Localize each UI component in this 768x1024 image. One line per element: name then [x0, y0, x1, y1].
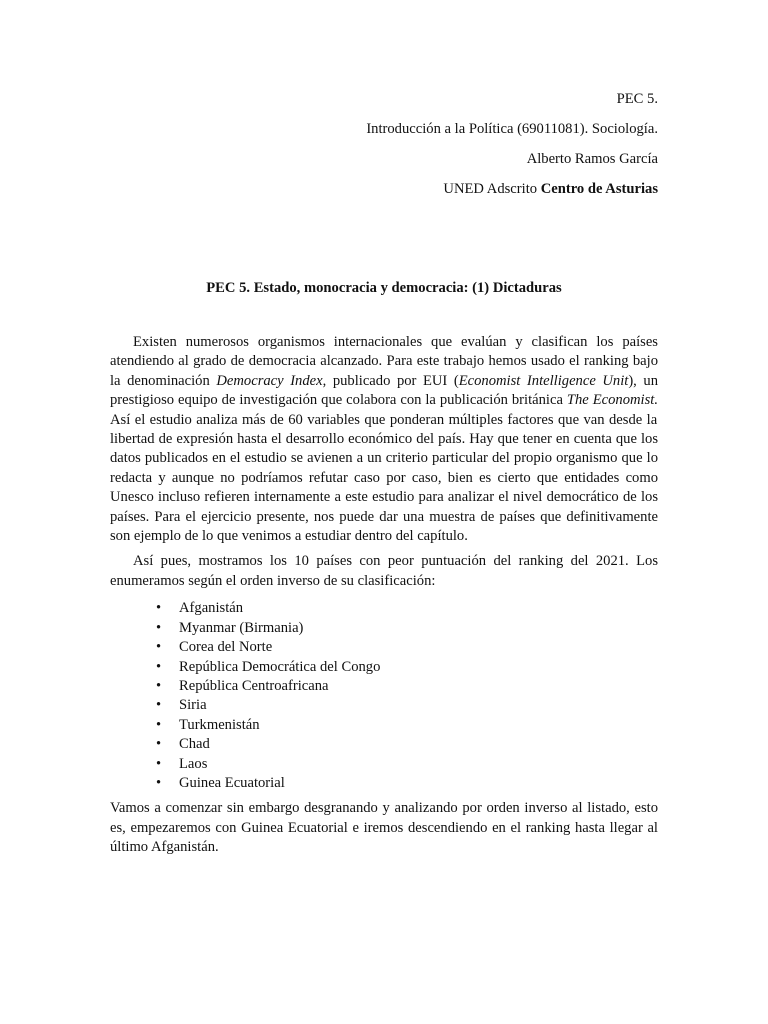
country-name: Corea del Norte [179, 639, 273, 656]
list-item [156, 599, 658, 618]
header-institution [366, 174, 658, 204]
bullet-icon: • [156, 736, 162, 753]
country-name: República Centroafricana [179, 677, 329, 694]
country-name: Afganistán [179, 600, 244, 617]
country-list [110, 599, 658, 793]
bullet-icon: • [156, 600, 162, 617]
header-assignment: PEC 5. [616, 91, 658, 107]
intro-text-1: Existen numerosos organismos internacionales que evalúan y clasifican los países atendiendo al grado de democracia alcanzado. Para este trabajo hemos usado el ranking bajo la denominación [110, 334, 658, 389]
bullet-icon: • [156, 658, 162, 675]
country-name: Myanmar (Birmania) [179, 619, 304, 636]
list-item [156, 619, 658, 638]
bullet-icon: • [156, 697, 162, 714]
list-item [156, 735, 658, 754]
paragraph-intro [110, 333, 658, 546]
header-course: Introducción a la Política (69011081). Sociología. [366, 121, 658, 137]
country-name: República Democrática del Congo [179, 658, 381, 675]
list-item [156, 696, 658, 715]
intro-text-3: ), un prestigioso equipo de investigación que colabora con la publicación británica [110, 372, 658, 409]
document-header [366, 84, 658, 204]
header-institution-center: Centro de Asturias [540, 181, 658, 197]
header-author: Alberto Ramos García [526, 151, 658, 167]
list-item [156, 716, 658, 735]
bullet-icon: • [156, 639, 162, 656]
paragraph-closing: Vamos a comenzar sin embargo desgranando y analizando por orden inverso al listado, esto es, empezaremos con Guinea Ecuatorial e iremos descendiendo en el ranking hasta llegar al último Afganistán. [110, 800, 658, 856]
country-name: Turkmenistán [179, 716, 260, 733]
document-title: PEC 5. Estado, monocracia y democracia: (1) Dictaduras [206, 280, 562, 296]
bullet-icon: • [156, 755, 162, 772]
bullet-icon: • [156, 677, 162, 694]
list-item [156, 755, 658, 774]
intro-italic-democracy-index: Democracy Index [216, 372, 323, 389]
country-name: Chad [179, 736, 210, 753]
country-name: Laos [179, 755, 208, 772]
bullet-icon: • [156, 774, 162, 791]
paragraph-list-intro: Así pues, mostramos los 10 países con peor puntuación del ranking del 2021. Los enumeramos según el orden inverso de su clasificación: [110, 553, 658, 589]
country-name: Guinea Ecuatorial [179, 774, 285, 791]
country-name: Siria [179, 697, 207, 714]
bullet-icon: • [156, 716, 162, 733]
list-item [156, 658, 658, 677]
intro-italic-eiu: Economist Intelligence Unit [458, 372, 629, 389]
intro-text-2: , publicado por EUI ( [322, 372, 459, 389]
document-body [110, 333, 658, 858]
bullet-icon: • [156, 619, 162, 636]
list-item [156, 774, 658, 793]
intro-text-4: Así el estudio analiza más de 60 variables que ponderan múltiples factores que van desde la libertad de expresión hasta el desarrollo económico del país. Hay que tener en cuenta que los datos publicados en el estudio se avienen a un criterio particular del propio organismo que lo redacta y aunque no podríamos refutar caso por caso, bien es cierto que entidades como Unesco incluso refieren internamente a este estudio para analizar el nivel democrático de los países. Para el ejercicio presente, nos puede dar una muestra de países que definitivamente son ejemplo de lo que venimos a estudiar dentro del capítulo. [110, 411, 658, 545]
list-item [156, 677, 658, 696]
header-institution-prefix: UNED Adscrito [443, 181, 541, 197]
intro-italic-the-economist: The Economist. [566, 392, 658, 409]
list-item [156, 638, 658, 657]
